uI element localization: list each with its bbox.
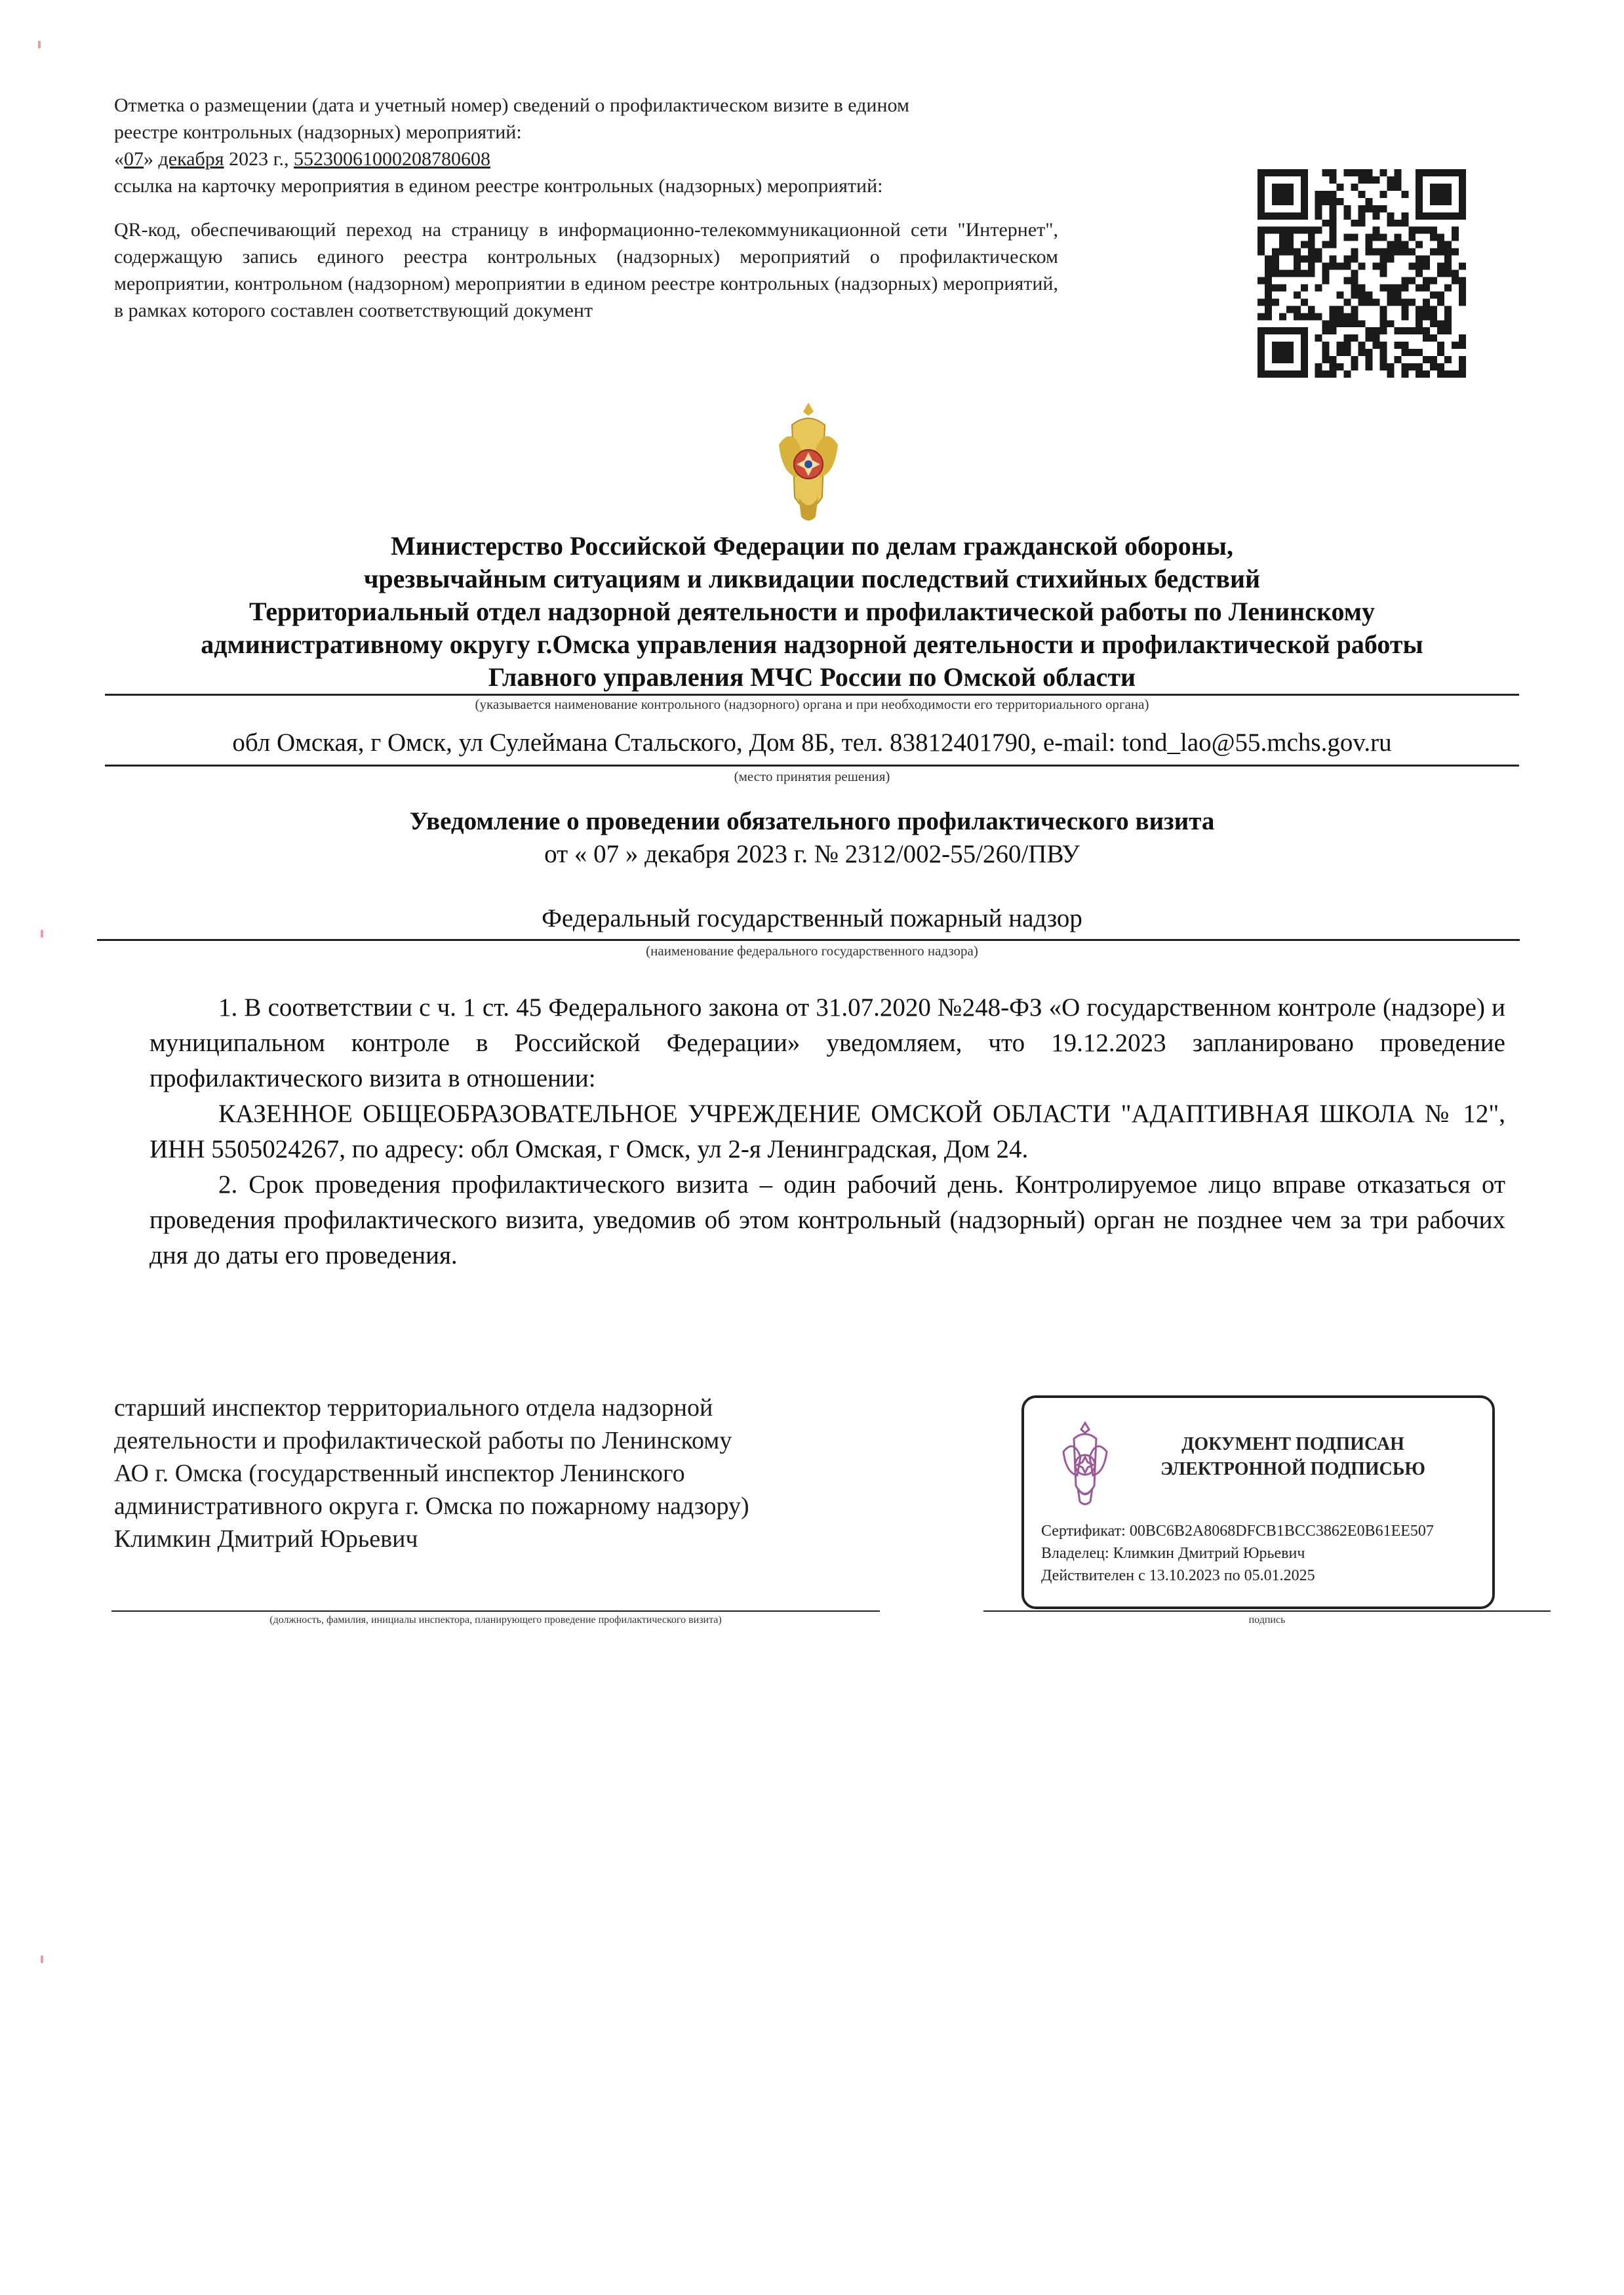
body-paragraph: 1. В соответствии с ч. 1 ст. 45 Федерального закона от 31.07.2020 №248-ФЗ «О государственном контроле (надзоре) и муниципальном контроле в Российской Федерации» уведомляем, что 19.12.2023 запланировано проведение профилактического визита в отношении: xyxy=(149,993,1505,1092)
header-line: административному округу г.Омска управления надзорной деятельности и профилактической работы xyxy=(201,629,1423,659)
supervision-type: Федеральный государственный пожарный надзор xyxy=(542,904,1082,932)
body-paragraph-organization: КАЗЕННОЕ ОБЩЕОБРАЗОВАТЕЛЬНОЕ УЧРЕЖДЕНИЕ ОМСКОЙ ОБЛАСТИ "АДАПТИВНАЯ ШКОЛА № 12", ИНН 5505024267, по адресу: обл Омская, г Омск, ул 2-я Ленинградская, Дом 24. xyxy=(149,1100,1505,1163)
signature-title: ДОКУМЕНТ ПОДПИСАН ЭЛЕКТРОННОЙ ПОДПИСЬЮ xyxy=(1160,1434,1425,1479)
inspector-line: деятельности и профилактической работы по Ленинскому xyxy=(114,1427,732,1454)
supervision-caption: (наименование федерального государственного надзора) xyxy=(646,943,978,959)
registry-month: декабря xyxy=(158,148,224,170)
scan-mark xyxy=(41,930,43,938)
signature-divider xyxy=(983,1610,1551,1612)
registry-day: 07 xyxy=(124,148,144,170)
header-divider xyxy=(105,694,1519,696)
body-paragraph: 2. Срок проведения профилактического визита – один рабочий день. Контролируемое лицо вправе отказаться от проведения профилактического визита, уведомив об этом контрольный (надзорный) орган не позднее чем за три рабочих дня до даты его проведения. xyxy=(149,1170,1505,1269)
registry-line: Отметка о размещении (дата и учетный номер) сведений о профилактическом визите в едином xyxy=(114,94,909,116)
signature-certificate: Сертификат: 00BC6B2A8068DFCB1BCC3862E0B61EE507 xyxy=(1041,1523,1434,1540)
signature-validity: Действителен с 13.10.2023 по 05.01.2025 xyxy=(1041,1567,1315,1584)
header-line: Главного управления МЧС России по Омской области xyxy=(488,662,1136,692)
electronic-signature-stamp xyxy=(1021,1395,1495,1609)
decision-place-address: обл Омская, г Омск, ул Сулеймана Стальского, Дом 8Б, тел. 83812401790, e-mail: tond_lao@55.mchs.gov.ru xyxy=(232,728,1392,757)
inspector-line: старший инспектор территориального отдела надзорной xyxy=(114,1394,713,1422)
inspector-caption: (должность, фамилия, инициалы инспектора, планирующего проведение профилактического визита) xyxy=(269,1614,722,1626)
signature-details xyxy=(1041,1520,1487,1587)
registry-date-line: «07» декабря 2023 г., 55230061000208780608 xyxy=(114,148,490,170)
inspector-name: Климкин Дмитрий Юрьевич xyxy=(114,1525,418,1553)
supervision-divider xyxy=(97,939,1520,941)
header-line: Министерство Российской Федерации по делам гражданской обороны, xyxy=(390,531,1234,561)
header-line: Территориальный отдел надзорной деятельности и профилактической работы по Ленинскому xyxy=(249,597,1375,626)
emchs-emblem-icon xyxy=(766,399,851,530)
registry-number: 55230061000208780608 xyxy=(294,148,490,170)
signature-caption: подпись xyxy=(1248,1614,1286,1626)
authority-header xyxy=(131,530,1493,694)
qr-description: QR-код, обеспечивающий переход на страницу в информационно-телекоммуникационной сети "Интернет", содержащую запись единого реестра контрольных (надзорных) мероприятий о профилактическом мероприятии, контрольном (надзорном) мероприятии в едином реестре контрольных (надзорных) мероприятий, в рамках которого составлен соответствующий документ xyxy=(114,219,1058,321)
inspector-position xyxy=(114,1391,914,1555)
inspector-line: административного округа г. Омска по пожарному надзору) xyxy=(114,1492,749,1520)
address-caption: (место принятия решения) xyxy=(734,768,890,784)
registry-mark-block xyxy=(114,92,1065,199)
inspector-line: АО г. Омска (государственный инспектор Ленинского xyxy=(114,1460,685,1487)
registry-line: реестре контрольных (надзорных) мероприятий: xyxy=(114,121,522,143)
scan-mark xyxy=(41,1955,43,1963)
signature-owner: Владелец: Климкин Дмитрий Юрьевич xyxy=(1041,1545,1305,1562)
emchs-stamp-emblem-icon xyxy=(1056,1420,1115,1509)
notice-date-number: от « 07 » декабря 2023 г. № 2312/002-55/260/ПВУ xyxy=(544,840,1080,868)
header-caption: (указывается наименование контрольного (надзорного) органа и при необходимости его территориального органа) xyxy=(475,696,1149,712)
qr-code[interactable] xyxy=(1258,169,1466,378)
inspector-divider xyxy=(111,1610,880,1612)
notice-body xyxy=(149,990,1505,1273)
registry-link-label: ссылка на карточку мероприятия в едином реестре контрольных (надзорных) мероприятий: xyxy=(114,175,883,197)
header-line: чрезвычайным ситуациям и ликвидации последствий стихийных бедствий xyxy=(363,564,1261,593)
address-divider xyxy=(105,765,1519,767)
scan-mark xyxy=(38,41,41,49)
notice-title: Уведомление о проведении обязательного профилактического визита xyxy=(409,807,1215,835)
